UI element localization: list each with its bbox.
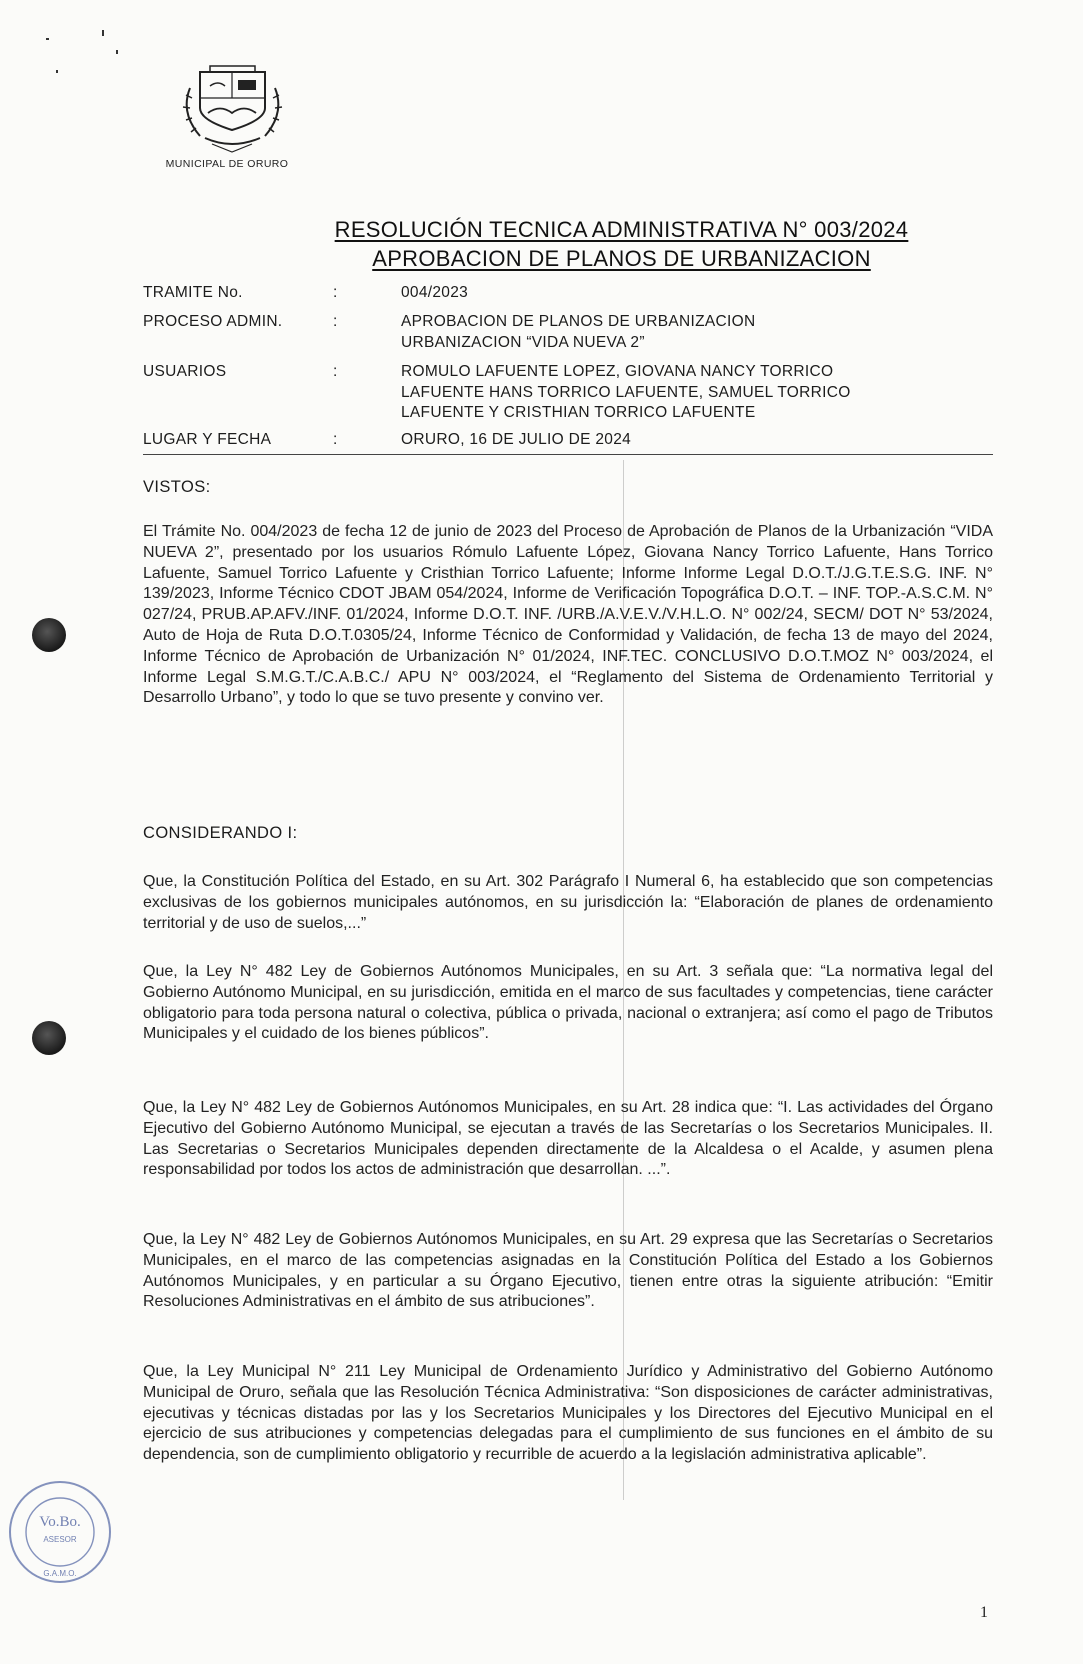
considerando-paragraph-4: Que, la Ley N° 482 Ley de Gobiernos Autónomos Municipales, en su Art. 29 expresa que las Secretarías o Secretarios Municipales, en el marco de las competencias asignadas en la Constitución Política del Estado a los Gobiernos Autónomos Municipales, y en particular a su Órgano Ejecutivo, tienen entre otras la siguiente atribución: “Emitir Resoluciones Administrativas en el ámbito de sus atribuciones”. <box>143 1231 993 1311</box>
punch-hole-bottom <box>32 1021 66 1055</box>
considerando-paragraph-5: Que, la Ley Municipal N° 211 Ley Municipal de Ordenamiento Jurídico y Administrativo del Gobierno Autónomo Municipal de Oruro, señala que las Resolución Técnica Administrativa: “Son disposiciones de carácter administrativas, ejecutivas y técnicas distadas por las y los Secretarios Municipales y los Directores del Ejecutivo Municipal en el ejercicio de sus atribuciones y competencias delegadas para el cumplimiento de sus funciones en el ámbito de su dependencia, son de cumplimiento obligatorio y recurrible de acuerdo a la legislación administrativa aplicable”. <box>143 1363 993 1464</box>
scan-speck <box>46 38 49 40</box>
considerando-heading: CONSIDERANDO I: <box>143 824 298 842</box>
stamp-center-text: Vo.Bo. <box>39 1514 81 1530</box>
logo-caption: MUNICIPAL DE ORURO <box>165 158 289 170</box>
field-colon: : <box>333 284 338 301</box>
field-label: PROCESO ADMIN. <box>143 313 283 330</box>
punch-hole-top <box>32 618 66 652</box>
considerando-paragraph-2: Que, la Ley N° 482 Ley de Gobiernos Autónomos Municipales, en su Art. 3 señala que: “La normativa legal del Gobierno Autónomo Municipal, en su jurisdicción, emitida en el marco de sus facultades y competencias, tiene carácter obligatorio para toda persona natural o colectiva, pública o privada, nacional o extranjera; así como el pago de Tributos Municipales y el cuidado de los bienes públicos”. <box>143 963 993 1043</box>
field-colon: : <box>333 313 338 330</box>
field-value: APROBACION DE PLANOS DE URBANIZACION URBANIZACION “VIDA NUEVA 2” <box>401 313 756 351</box>
field-label: TRAMITE No. <box>143 284 243 301</box>
field-value: 004/2023 <box>401 284 469 301</box>
field-colon: : <box>333 363 338 380</box>
municipal-coat-of-arms-logo <box>170 58 295 158</box>
considerando-paragraph-3: Que, la Ley N° 482 Ley de Gobiernos Autónomos Municipales, en su Art. 28 indica que: “I. Las actividades del Órgano Ejecutivo del Gobierno Autónomo Municipal, se ejecutan a través de las Secretarías o los Secretarios Municipales. II. Las Secretarias o Secretarios Municipales dependen directamente de la Alcaldesa o el Acalde, y asumen plena responsabilidad por todos los actos de administración que desarrollan. ...”. <box>143 1099 993 1179</box>
scan-speck <box>116 50 118 54</box>
resolution-subtitle: APROBACION DE PLANOS DE URBANIZACION <box>372 246 871 271</box>
field-label: USUARIOS <box>143 363 227 380</box>
vistos-paragraph: El Trámite No. 004/2023 de fecha 12 de junio de 2023 del Proceso de Aprobación de Planos de la Urbanización “VIDA NUEVA 2”, presentado por los usuarios Rómulo Lafuente López, Giovana Nancy Torrico Lafuente, Hans Torrico Lafuente, Samuel Torrico Lafuente y Cristhian Torrico Lafuente; Informe Informe Legal D.O.T./J.G.T.E.S.G. INF. N° 139/2023, Informe Técnico CDOT JBAM 054/2024, Informe de Verificación Topográfica D.O.T. – INF. TOP.-A.S.C.M. N° 027/24, PRUB.AP.AFV./INF. 01/2024, Informe D.O.T. INF. /URB./A.V.E.V./V.H.L.O. N° 002/24, SECM/ DOT N° 53/2024, Auto de Hoja de Ruta D.O.T.0305/24, Informe Técnico de Conformidad y Validación, de fecha 13 de mayo del 2024, Informe Técnico de Aprobación de Urbanización N° 01/2024, INF.TEC. CONCLUSIVO D.O.T.MOZ N° 003/2024, el Informe Legal S.M.G.T./C.A.B.C./ APU N° 003/2024, el “Reglamento del Sistema de Ordenamiento Territorial y Desarrollo Urbano”, y todo lo que se tuvo presente y convino ver. <box>143 523 993 707</box>
scan-speck <box>56 70 58 73</box>
field-colon: : <box>333 431 338 448</box>
stamp-sub-text: ASESOR <box>43 1535 77 1544</box>
secretaria-seal-stamp <box>6 1478 114 1586</box>
field-value: ROMULO LAFUENTE LOPEZ, GIOVANA NANCY TORRICO LAFUENTE HANS TORRICO LAFUENTE, SAMUEL TORRICO LAFUENTE Y CRISTHIAN TORRICO LAFUENTE <box>401 363 851 421</box>
resolution-title: RESOLUCIÓN TECNICA ADMINISTRATIVA N° 003/2024 <box>334 217 909 242</box>
considerando-paragraph-1: Que, la Constitución Política del Estado, en su Art. 302 Parágrafo I Numeral 6, ha establecido que son competencias exclusivas de los gobiernos municipales autónomos, en su jurisdicción la: “Elaboración de planes de ordenamiento territorial y de uso de suelos,...” <box>143 873 993 932</box>
field-value: ORURO, 16 DE JULIO DE 2024 <box>401 431 632 448</box>
scan-speck <box>102 30 104 36</box>
stamp-bottom-text: G.A.M.O. <box>43 1569 77 1578</box>
vistos-heading: VISTOS: <box>143 478 211 496</box>
page-number: 1 <box>980 1604 988 1621</box>
field-label: LUGAR Y FECHA <box>143 431 272 448</box>
header-divider <box>143 454 993 455</box>
